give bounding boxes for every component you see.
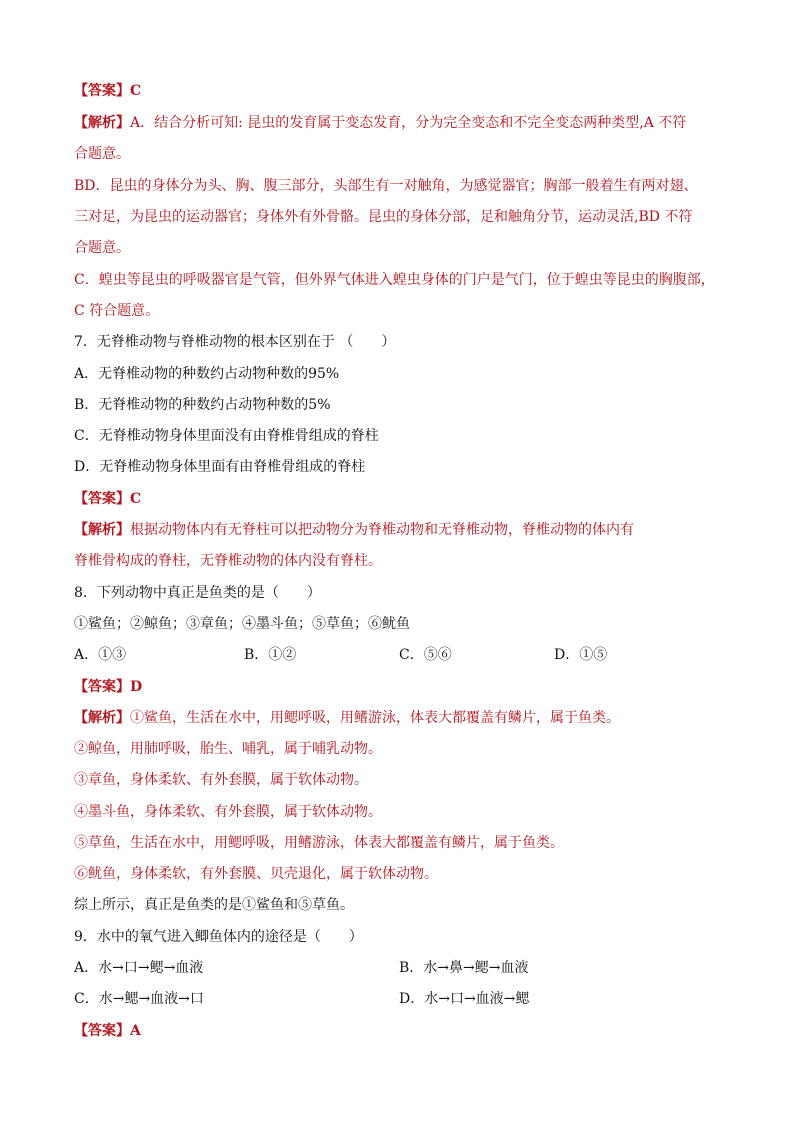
q6-answer: 【答案】C: [74, 83, 142, 99]
q9-options-row-2: [0, 989, 794, 1009]
q8-option-b: B．①②: [244, 647, 297, 663]
q9-option-a: A．水→口→鳃→血液: [74, 960, 204, 976]
q9-option-c: C．水→鳃→血液→口: [74, 991, 204, 1007]
q7-answer: 【答案】C: [74, 491, 142, 507]
q7-analysis-line-1: 【解析】根据动物体内有无脊柱可以把动物分为脊椎动物和无脊椎动物，脊椎动物的体内有: [74, 522, 634, 538]
q8-analysis-line-4: ④墨斗鱼，身体柔软、有外套膜，属于软体动物。: [74, 804, 382, 820]
q9-question: 9．水中的氧气进入鲫鱼体内的途径是（ ）: [74, 929, 363, 945]
q7-option-c: C．无脊椎动物身体里面没有由脊椎骨组成的脊柱: [74, 428, 379, 444]
q8-analysis-line-2: ②鲸鱼，用肺呼吸，胎生、哺乳，属于哺乳动物。: [74, 741, 382, 757]
q6-analysis-line-3: BD．昆虫的身体分为头、胸、腹三部分，头部生有一对触角，为感觉器官；胸部一般着生有两对翅、: [74, 178, 698, 194]
q8-items: ①鲨鱼；②鲸鱼；③章鱼；④墨斗鱼；⑤草鱼；⑥鱿鱼: [74, 616, 410, 632]
q7-option-b: B．无脊椎动物的种数约占动物种数的5%: [74, 397, 331, 413]
q8-analysis-line-5: ⑤草鱼，生活在水中，用鳃呼吸，用鳍游泳，体表大都覆盖有鳞片，属于鱼类。: [74, 835, 564, 851]
q6-analysis-line-1: 【解析】A．结合分析可知: 昆虫的发育属于变态发育，分为完全变态和不完全变态两种类型,A 不符: [74, 115, 687, 131]
q8-analysis-line-3: ③章鱼，身体柔软、有外套膜，属于软体动物。: [74, 772, 368, 788]
q6-analysis-line-2: 合题意。: [74, 146, 130, 162]
q6-analysis-line-4: 三对足，为昆虫的运动器官；身体外有外骨骼。昆虫的身体分部，足和触角分节，运动灵活,BD 不符: [74, 209, 693, 225]
q9-option-d: D．水→口→血液→鳃: [399, 991, 530, 1007]
q7-question: 7．无脊椎动物与脊椎动物的根本区别在于 （ ）: [74, 334, 396, 350]
q7-analysis-line-2: 脊椎骨构成的脊柱，无脊椎动物的体内没有脊柱。: [74, 553, 382, 569]
q8-question: 8．下列动物中真正是鱼类的是（ ）: [74, 585, 321, 601]
q8-answer: 【答案】D: [74, 679, 143, 695]
q8-summary: 综上所示，真正是鱼类的是①鲨鱼和⑤草鱼。: [74, 897, 354, 913]
q7-option-d: D．无脊椎动物身体里面有由脊椎骨组成的脊柱: [74, 459, 366, 475]
q6-analysis-line-5: 合题意。: [74, 240, 130, 256]
q8-option-d: D．①⑤: [554, 647, 608, 663]
q6-analysis-line-6: C．蝗虫等昆虫的呼吸器官是气管，但外界气体进入蝗虫身体的门户是气门，位于蝗虫等昆虫的胸腹部，: [74, 272, 715, 288]
q7-option-a: A．无脊椎动物的种数约占动物种数的95%: [74, 366, 340, 382]
q9-option-b: B．水→鼻→鳃→血液: [399, 960, 529, 976]
q8-options-row: [0, 645, 794, 665]
q8-analysis-line-1: 【解析】①鲨鱼，生活在水中，用鳃呼吸，用鳍游泳，体表大都覆盖有鳞片，属于鱼类。: [74, 710, 620, 726]
q8-option-c: C．⑤⑥: [399, 647, 452, 663]
q6-analysis-line-7: C 符合题意。: [74, 303, 160, 319]
q9-answer: 【答案】A: [74, 1023, 141, 1039]
q8-analysis-line-6: ⑥鱿鱼，身体柔软，有外套膜、贝壳退化，属于软体动物。: [74, 866, 438, 882]
q8-option-a: A．①③: [74, 647, 127, 663]
q9-options-row-1: [0, 958, 794, 978]
